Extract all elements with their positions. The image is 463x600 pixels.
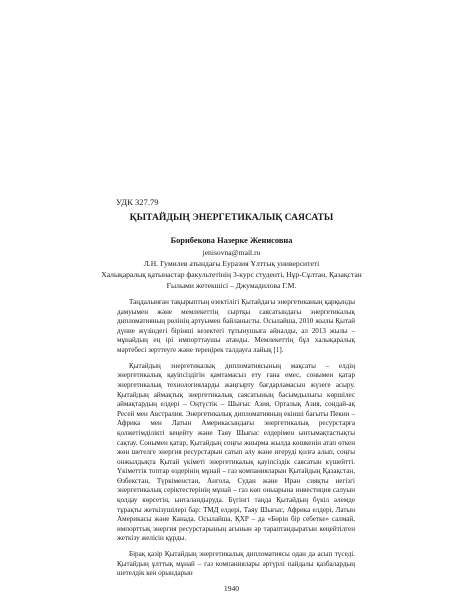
paragraph-3: Бірақ қазір Қытайдың энергетикалық дипломатиясы одан да асып түседі. Қытайдың ұлттық мұнай – газ компаниялары әртүрлі пайдалы қазбалардың шетелдік кен орындарын xyxy=(117,550,355,578)
udc-code: УДК 327.79 xyxy=(116,197,159,207)
paragraph-1: Таңдалынған тақырыптың өзектілігі Қытайдағы энергетиканың қарқынды дамуымен және мемлекеттің сыртқы саясатындағы энергетикалық дипломатияның рөлінің артуымен байланысты. Осылайша, 2010 жылы Қытай дүние жүзіндегі бірінші кезектегі тұтынушыға айналды, ал 2013 жылы – мұнайдың ең ірі импорттаушы атанды. Мемлекеттің бұл халықаралық мәртебесі зерттеуге және тереңірек талдауға лайық [1]. xyxy=(117,298,355,354)
article-body xyxy=(117,298,355,585)
article-title: ҚЫТАЙДЫҢ ЭНЕРГЕТИКАЛЫҚ САЯСАТЫ xyxy=(129,212,334,223)
author-email: jenisovna@mail.ru xyxy=(202,248,261,257)
author-affiliation: Халықаралық қатынастар факультетінің 3-курс студенті, Нұр-Сұлтан, Қазақстан xyxy=(101,270,362,279)
page-number: 1940 xyxy=(223,584,240,593)
author-name: Борибекова Назерке Женисовна xyxy=(170,236,293,245)
scientific-advisor: Ғылыми жетекшісі – Джумадилова Г.М. xyxy=(166,281,297,290)
paragraph-2: Қытайдың энергетикалық дипломатиясының мақсаты – елдің энергетикалық қауіпсіздігін қамтамасыз ету ғана емес, сонымен қатар энергетикалық технологияларды жаңғырту бағдарламасын жүзеге асыру. Қытайдың аймақтық энергетикалық саясатының басымдылығы көршілес аймақтардың елдері – Оңтүстік – Шығыс Азия, Орталық Азия, сондай-ақ Ресей мен Австралия. Энергетикалық дипломатияның екінші бағыты Пекин – Африка мен Латын Америкасындағы энергетикалық ресурстарға қолжетімділікті кеңейту және Таяу Шығыс елдерімен ынтымақтастықты сақтау. Сонымен қатар, Қытайдың соңғы жиырма жылда көшкенін атап өткен жөн шетелге энергия ресурстарын сатып алу және игеруді қолға алып, соңғы онжылдықта Қытай үкіметі энергетикалық қауіпсіздік саясатын күшейтті. Үкіметтік топтар өздерінің мұнай – газ компанияларын Қытайдың Қазақстан, Өзбекстан, Түркіменстан, Ангола, Судан және Иран сияқты негізгі энергетикалық серіктестерінің мұнай – газ көп оныарына инвестиция салуын қолдау көрсетін, ынталандыруда. Бүгінгі таңда Қытайдың бүкіл әлемде тұрақты жеткізушілері бар: ТМД елдері, Таяу Шығыс, Африка елдері, Латын Америкасы және Канада. Осылайша, ҚХР – да «Бөрін бір себетке» салмай, импорттық энергия ресурстарының ағынын әр тараптандыратын кеңейтілген жеткізу желісін құрды. xyxy=(117,361,355,543)
author-university: Л.Н. Гумилев атындағы Еуразия Ұлттық университеті xyxy=(143,259,320,268)
